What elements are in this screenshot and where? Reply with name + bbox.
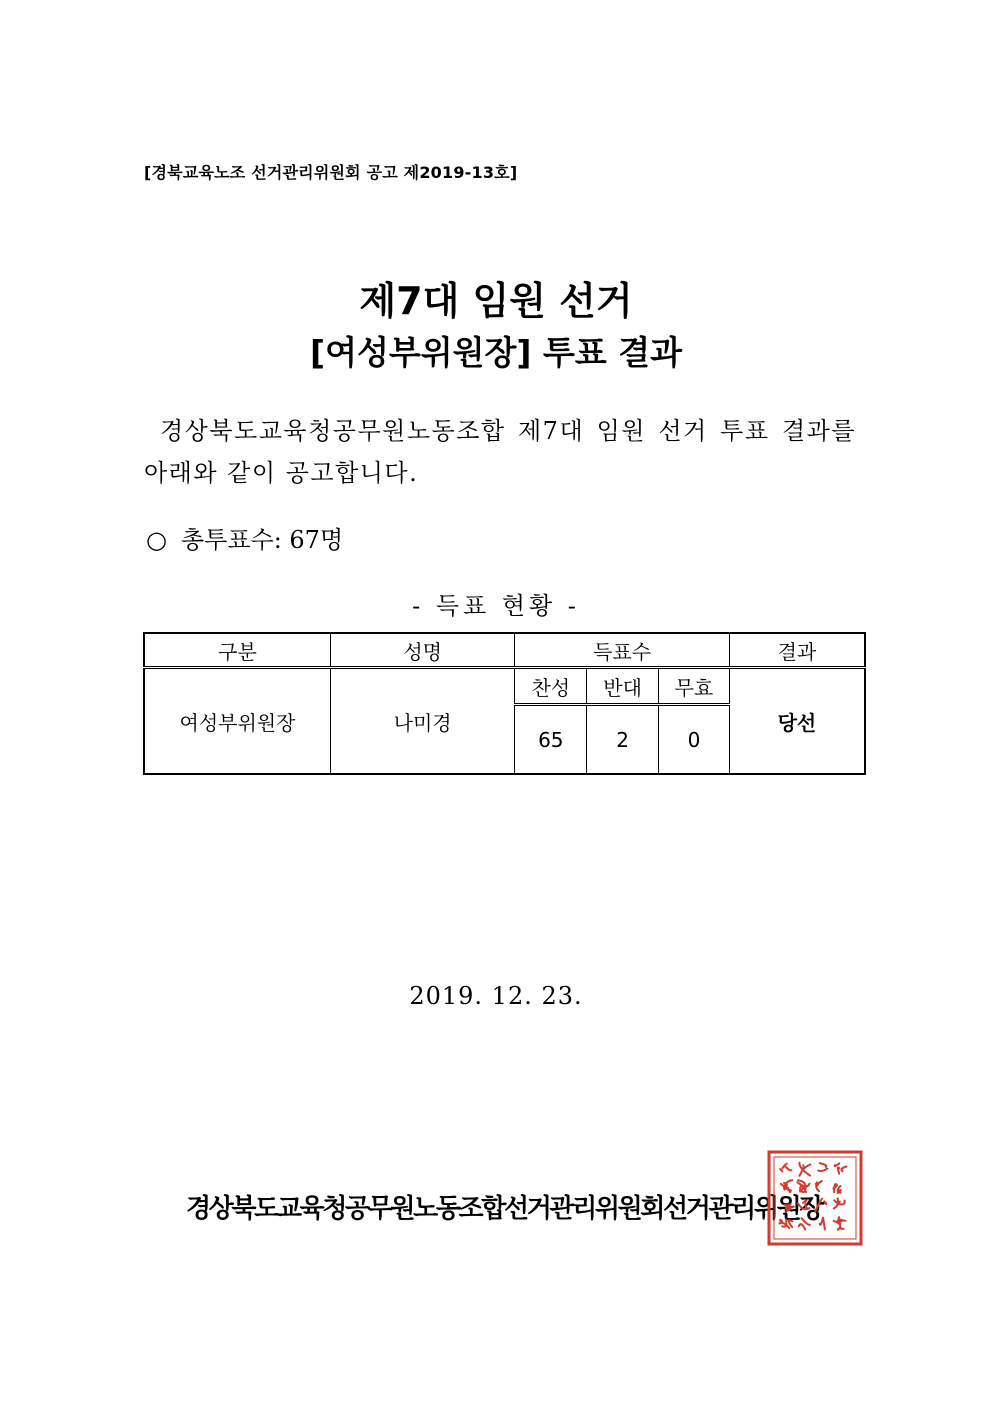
page-subtitle: [여성부위원장] 투표 결과 <box>310 333 682 372</box>
cell-votes-invalid: 0 <box>659 705 730 775</box>
notice-number: [경북교육노조 선거관리위원회 공고 제2019-13호] <box>144 163 518 182</box>
signature-line: 경상북도교육청공무원노동조합선거관리위원회선거관리위원장 <box>185 1194 823 1224</box>
cell-category: 여성부위원장 <box>144 668 330 775</box>
table-header-row <box>144 633 865 668</box>
header-result: 결과 <box>729 633 865 668</box>
cell-result: 당선 <box>729 668 865 775</box>
header-name: 성명 <box>330 633 514 668</box>
page-title: 제7대 임원 선거 <box>359 279 633 323</box>
vote-results-table <box>143 632 866 775</box>
cell-votes-for: 65 <box>515 705 587 775</box>
table-row <box>144 668 865 705</box>
header-category: 구분 <box>144 633 330 668</box>
official-seal-icon <box>767 1150 863 1246</box>
subheader-against: 반대 <box>587 668 659 705</box>
announcement-date: 2019. 12. 23. <box>409 982 583 1010</box>
subheader-for: 찬성 <box>515 668 587 705</box>
announcement-text: 경상북도교육청공무원노동조합 제7대 임원 선거 투표 결과를 아래와 같이 공고합니다. <box>144 417 856 487</box>
section-heading: - 득표 현황 - <box>412 592 580 620</box>
cell-votes-against: 2 <box>587 705 659 775</box>
cell-name: 나미경 <box>330 668 514 775</box>
circle-bullet-icon: ○ <box>146 526 167 554</box>
header-votes: 득표수 <box>515 633 729 668</box>
total-votes-text: 총투표수: 67명 <box>180 526 344 554</box>
total-votes <box>146 520 343 555</box>
subheader-invalid: 무효 <box>659 668 730 705</box>
